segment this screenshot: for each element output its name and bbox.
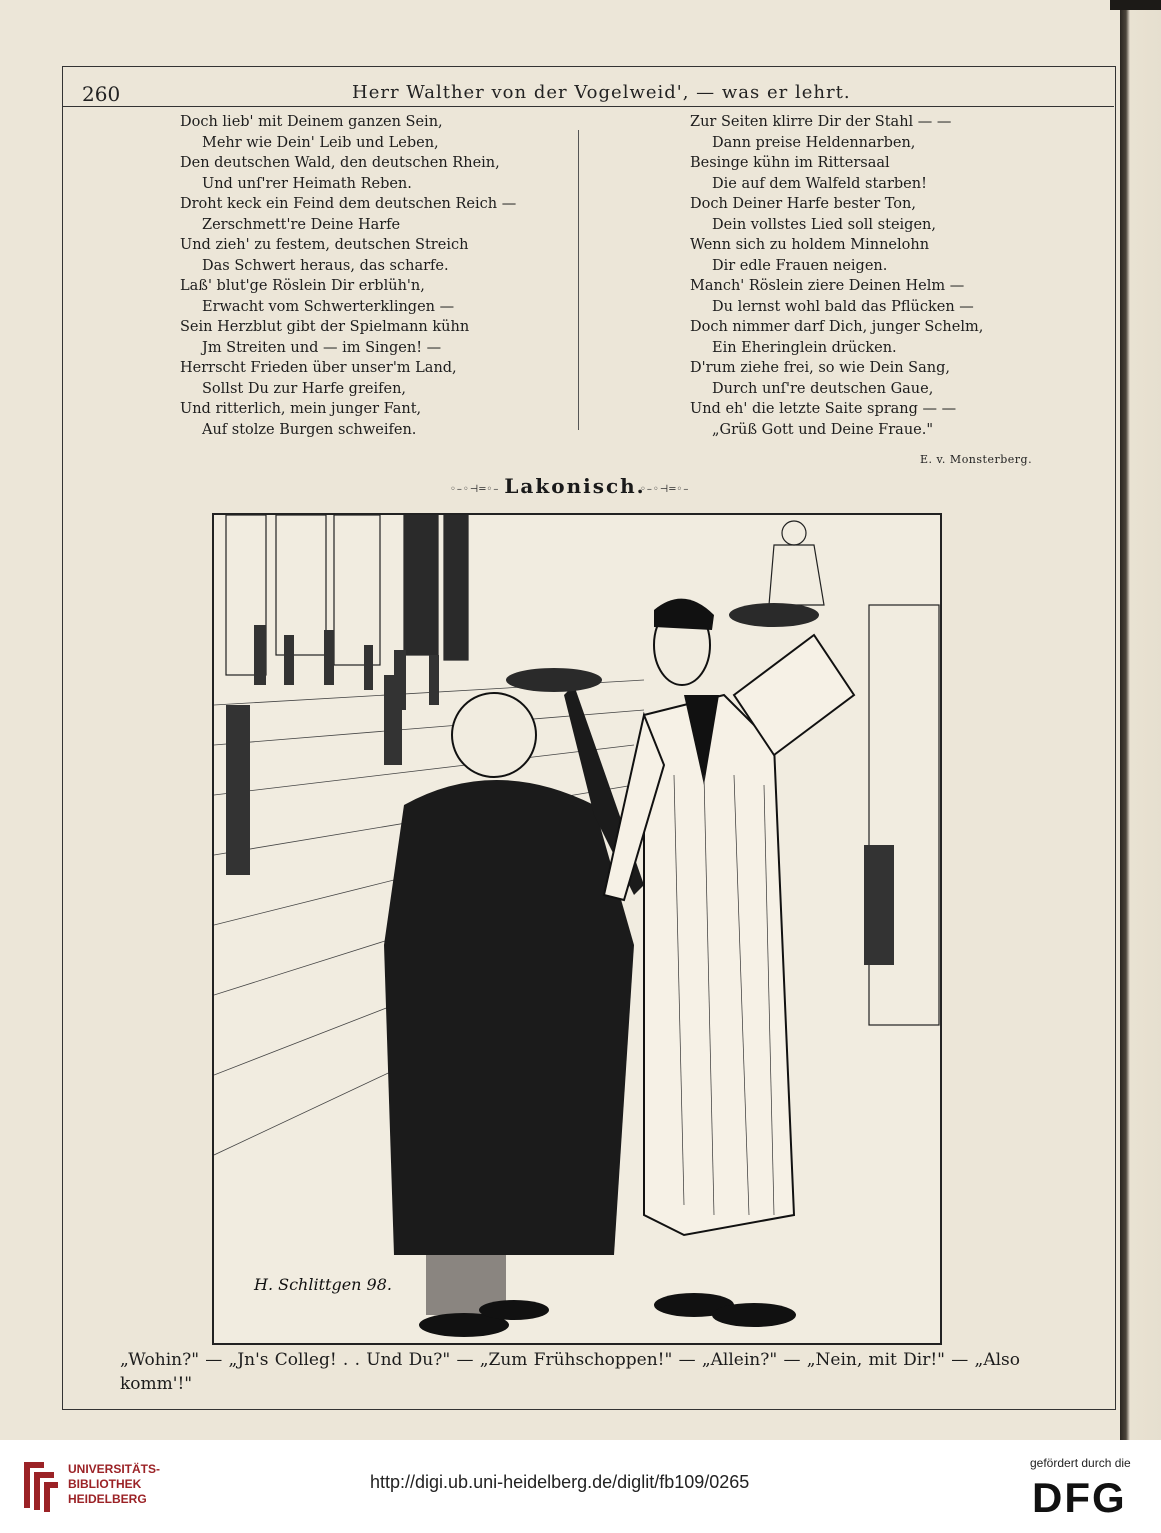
poem-verse-line: Und zieh' zu festem, deutschen Streich — [180, 237, 469, 253]
poem-left-column — [180, 112, 540, 440]
poem-verse-line: Ein Eheringlein drücken. — [712, 339, 897, 356]
institution-line-1: UNIVERSITÄTS- — [68, 1462, 161, 1476]
cartoon-illustration — [212, 513, 942, 1345]
adjacent-page-edge — [1120, 0, 1161, 1440]
title-ornament-right: ◦–◦⊣═◦– — [640, 484, 690, 495]
poem-verse-line: Durch unſ're deutschen Gaue, — [712, 380, 934, 397]
poem-verse-line: Sein Herzblut gibt der Spielmann kühn — [180, 319, 470, 335]
poem-verse-line: Doch lieb' mit Deinem ganzen Sein, — [180, 114, 443, 130]
title-ornament-left: ◦–◦⊣═◦– — [450, 484, 500, 495]
column-divider — [578, 130, 579, 430]
poem-verse-line: Den deutschen Wald, den deutschen Rhein, — [180, 155, 500, 171]
poem-verse-line: Erwacht vom Schwerterklingen — — [202, 298, 455, 315]
poem-verse-line: D'rum ziehe frei, so wie Dein Sang, — [690, 360, 950, 376]
poem-verse-line: Und ritterlich, mein junger Fant, — [180, 401, 422, 417]
poem-verse-line: Doch Deiner Harfe bester Ton, — [690, 196, 916, 212]
poem-verse-line: Doch nimmer darf Dich, junger Schelm, — [690, 319, 984, 335]
poem-verse-line: Auf stolze Burgen schweifen. — [202, 421, 417, 438]
poem-verse-line: Und eh' die letzte Saite sprang — — — [690, 401, 957, 417]
poem-verse-line: Du lernst wohl bald das Pflücken — — [712, 298, 974, 315]
funded-by-label: gefördert durch die — [1030, 1456, 1131, 1470]
university-library-name — [68, 1462, 160, 1507]
poem-verse-line: Dein vollstes Lied soll steigen, — [712, 216, 936, 233]
poem-verse-line: Droht keck ein Feind dem deutschen Reich — — [180, 196, 517, 212]
institution-line-2: BIBLIOTHEK — [68, 1477, 142, 1491]
page-number: 260 — [82, 82, 121, 106]
artist-signature: H. Schlittgen 98. — [254, 1275, 392, 1294]
poem-verse-line: Sollst Du zur Harfe greifen, — [202, 380, 407, 397]
poem-verse-line: Zur Seiten klirre Dir der Stahl — — — [690, 114, 952, 130]
dfg-logo: DFG — [1032, 1474, 1127, 1521]
poem-verse-line: Manch' Röslein ziere Deinen Helm — — [690, 278, 965, 294]
poem-author: E. v. Monsterberg. — [920, 453, 1033, 466]
cartoon-caption: „Wohin?" — „Jn's Colleg! . . Und Du?" — „Zum Frühschoppen!" — „Allein?" — „Nein, mit Dir!" — „Also komm'!" — [120, 1350, 1020, 1394]
cartoon-drawing — [214, 515, 940, 1343]
university-library-logo-icon — [20, 1458, 60, 1514]
digitization-footer — [0, 1440, 1161, 1533]
poem-verse-line: Besinge kühn im Rittersaal — [690, 155, 890, 171]
poem-verse-line: Dann preise Heldennarben, — [712, 134, 916, 151]
scan-corner — [1110, 0, 1161, 10]
poem-verse-line: „Grüß Gott und Deine Fraue." — [712, 421, 934, 438]
digital-object-url[interactable]: http://digi.ub.uni-heidelberg.de/diglit/fb109/0265 — [370, 1472, 750, 1492]
poem-verse-line: Herrscht Frieden über unser'm Land, — [180, 360, 457, 376]
header-rule — [62, 106, 1114, 107]
poem-verse-line: Die auf dem Walfeld starben! — [712, 175, 927, 192]
poem-verse-line: Wenn sich zu holdem Minnelohn — [690, 237, 930, 253]
poem-verse-line: Dir edle Frauen neigen. — [712, 257, 888, 274]
poem-verse-line: Zerschmett're Deine Harfe — [202, 216, 401, 233]
poem-verse-line: Und unſ'rer Heimath Reben. — [202, 175, 412, 192]
section-title: Lakonisch. — [504, 474, 646, 498]
poem-verse-line: Jm Streiten und — im Singen! — — [202, 339, 442, 356]
poem-verse-line: Mehr wie Dein' Leib und Leben, — [202, 134, 439, 151]
poem-right-column — [690, 112, 1020, 440]
poem-verse-line: Laß' blut'ge Röslein Dir erblüh'n, — [180, 278, 425, 294]
poem-verse-line: Das Schwert heraus, das scharfe. — [202, 257, 449, 274]
institution-line-3: HEIDELBERG — [68, 1492, 147, 1506]
running-title: Herr Walther von der Vogelweid', — was er lehrt. — [352, 82, 851, 103]
